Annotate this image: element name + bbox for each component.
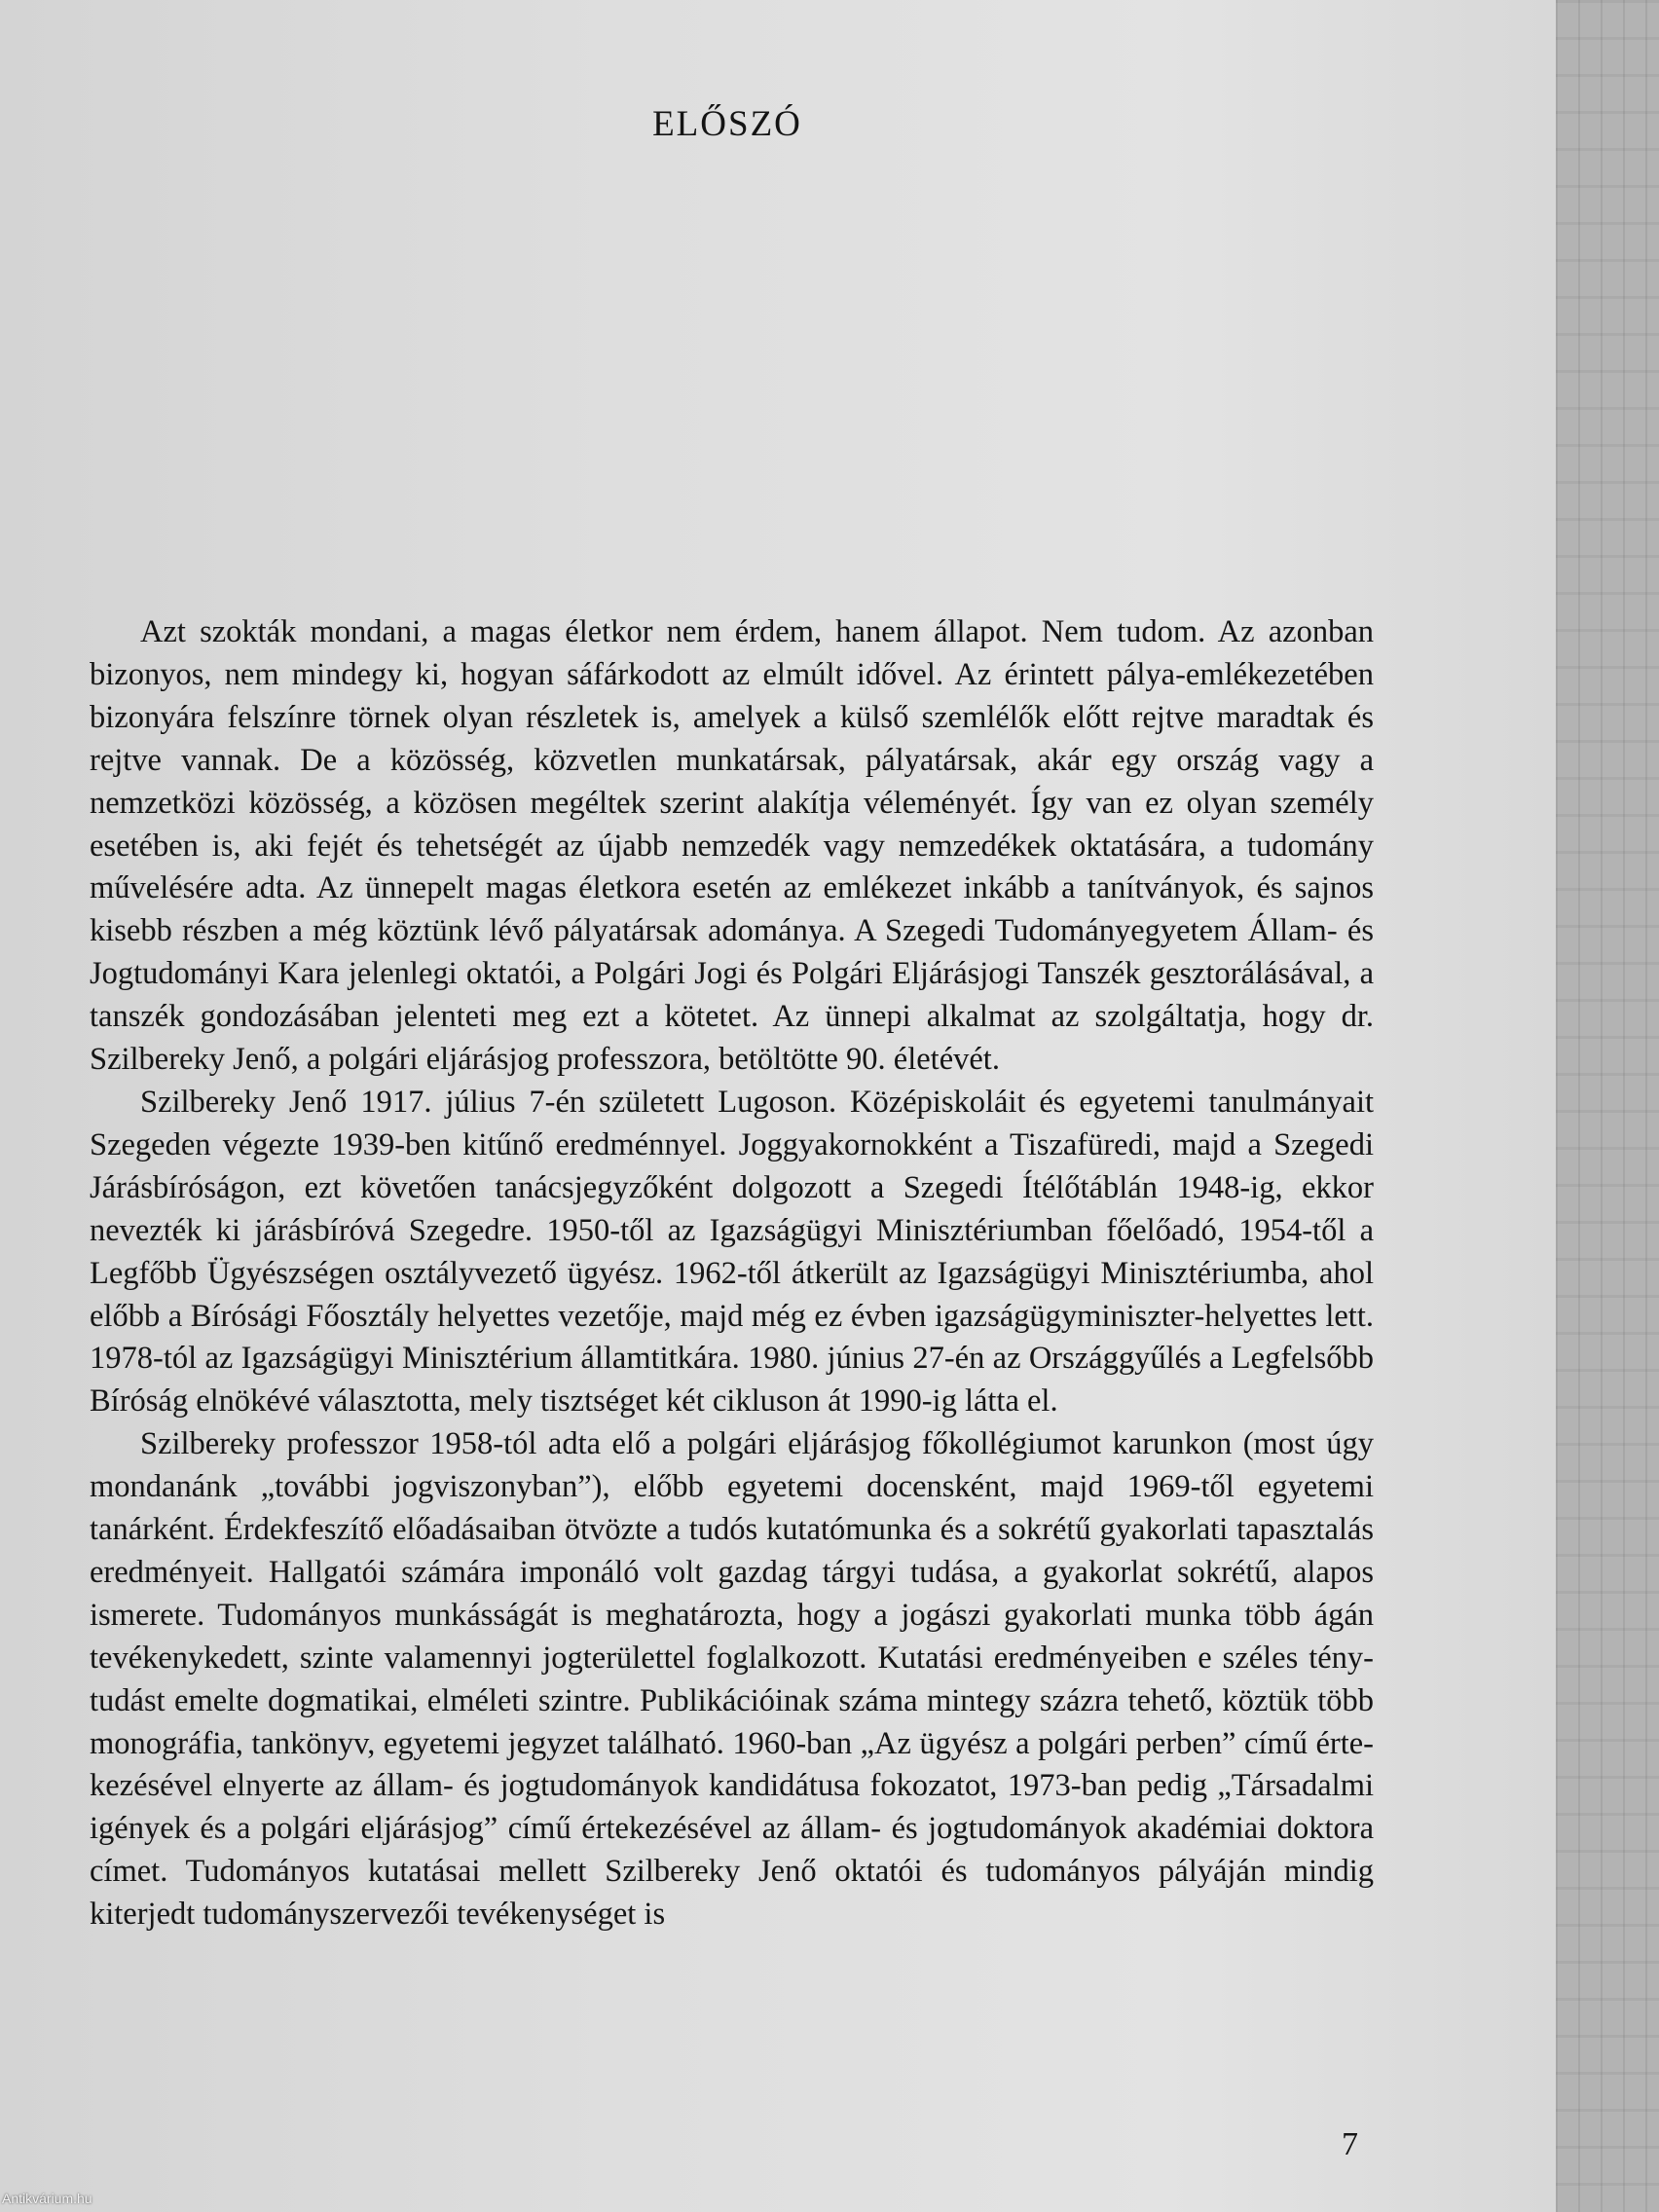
paragraph-1: Azt szokták mondani, a magas életkor nem érdem, hanem állapot. Nem tudom. Az azonban bizonyos, nem mindegy ki, hogyan sáfárkodott az elmúlt idővel. Az érintett pálya-emlékezetében bizonyára felszínre törnek olyan részletek is, amelyek a külső szemlélők előtt rejtve maradtak és rejtve vannak. De a közösség, közvetlen munkatársak, pályatársak, akár egy ország vagy a nemzetközi közösség, a közösen megéltek szerint alakítja véleményét. Így van ez olyan személy esetében is, aki fejét és tehetségét az újabb nemzedék vagy nemzedékek oktatására, a tudomány művelésére adta. Az ünnepelt magas életkora esetén az emlékezet inkább a tanítványok, és sajnos kisebb részben a még köztünk lévő pályatársak adománya. A Szegedi Tudományegyetem Állam- és Jogtudományi Kara jelenlegi oktatói, a Polgári Jogi és Polgári Eljárásjogi Tanszék gesztorálásával, a tanszék gondozásában jelenteti meg ezt a kötetet. Az ünnepi alkalmat az szolgáltatja, hogy dr. Szilbereky Jenő, a polgári eljárásjog professzora, betöltötte 90. életévét. xyxy=(90,614,1374,1078)
wooden-background xyxy=(1556,0,1659,2212)
show-through-text-decoration xyxy=(92,92,1417,501)
paragraph-2: Szilbereky Jenő 1917. július 7-én született Lugoson. Középiskoláit és egyetemi tanulmányait Szegeden végezte 1939-ben kitűnő eredménnyel. Joggyakornokként a Tiszafüredi, majd a Szegedi Járásbíróságon, ezt követően tanácsjegyzőként dolgozott a Szegedi Ítélőtáblán 1948-ig, ekkor nevezték ki járásbíróvá Szegedre. 1950-től az Igazságügyi Minisztériumban főelőadó, 1954-től a Legfőbb Ügyészségen osztályvezető ügyész. 1962-től átkerült az Igazságügyi Minisztériumba, ahol előbb a Bírósági Főosztály helyettes vezetője, majd még ez évben igazságügyminiszter-helyettes lett. 1978-tól az Igazságügyi Minisztérium államtitkára. 1980. június 27-én az Országgyűlés a Legfelsőbb Bíróság elnökévé választotta, mely tisztséget két cikluson át 1990-ig látta el. xyxy=(90,1084,1374,1419)
watermark: Antikvárium.hu xyxy=(2,2191,92,2206)
page-title: ELŐSZÓ xyxy=(652,104,802,144)
paragraph-3: Szilbereky professzor 1958-tól adta elő a polgári eljárásjog főkollégiumot karunkon (most úgy mondanánk „további jogviszonyban”), előbb egyetemi docensként, majd 1969-től egyetemi tanárként. Érdekfeszítő előadásaiban ötvözte a tudós kutatómunka és a sokrétű gyakorlati tapasztalás eredményeit. Hallgatói számára imponáló volt gazdag tárgyi tudása, a gyakorlat sokrétű, alapos ismerete. Tudományos munkásságát is meghatározta, hogy a jogászi gyakorlati munka több ágán tevékenykedett, szinte valamennyi jogterülettel foglalkozott. Kutatási eredményeiben e széles tény-tudást emelte dogmatikai, elméleti szintre. Publikációinak száma mintegy százra tehető, köztük több monográfia, tankönyv, egyetemi jegyzet található. 1960-ban „Az ügyész a polgári perben” című értekezésével elnyerte az állam- és jogtudományok kandidátusa fokozatot, 1973-ban pedig „Társadalmi igények és a polgári eljárásjog” című értekezésével az állam- és jogtudományok akadémiai doktora címet. Tudományos kutatásai mellett Szilbereky Jenő oktatói és tudományos pályáján mindig kiterjedt tudományszervezői tevékenységet is xyxy=(90,1426,1374,1933)
body-text xyxy=(90,611,1374,1936)
page-number: 7 xyxy=(1342,2126,1358,2162)
